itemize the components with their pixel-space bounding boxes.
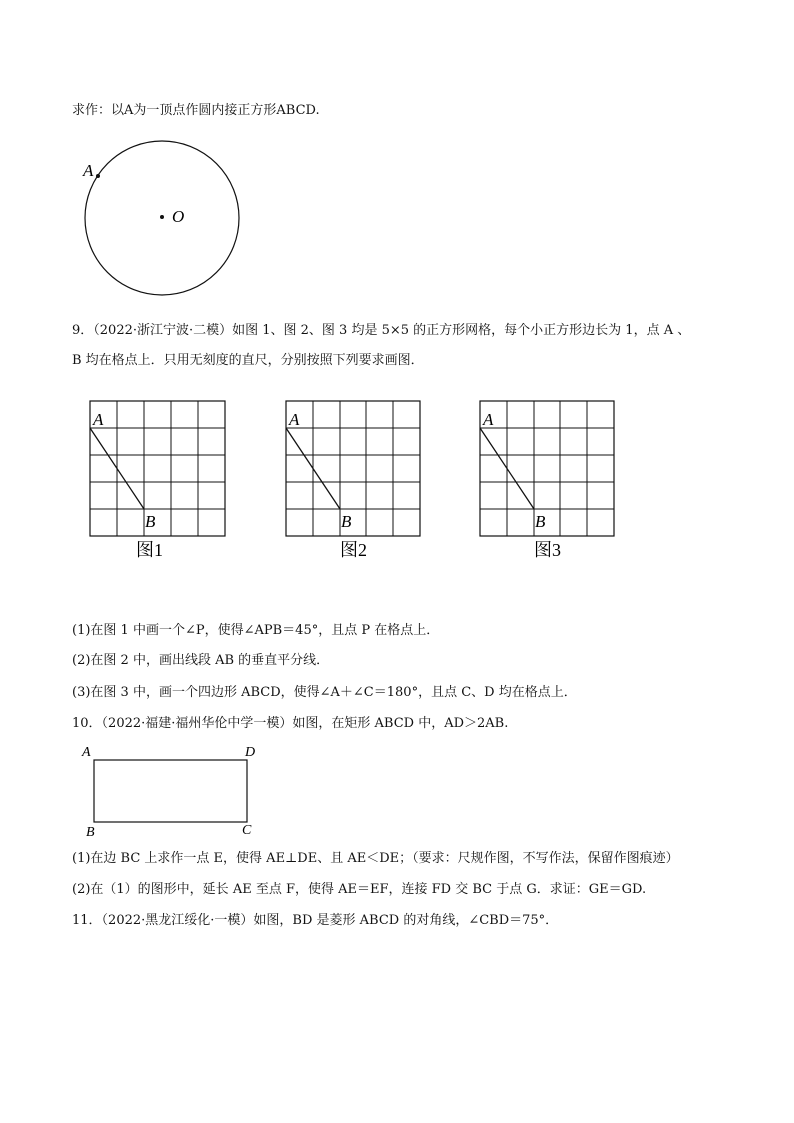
grid-figure-1 xyxy=(90,401,225,536)
q8-task-text: 求作：以A为一顶点作圆内接正方形ABCD. xyxy=(72,103,320,118)
grid2-label-b: B xyxy=(341,512,352,531)
q10-stem: 10．（2022·福建·福州华伦中学一模）如图，在矩形 ABCD 中，AD＞2AB. xyxy=(72,716,509,731)
grid1-label-a: A xyxy=(93,410,104,429)
grid2-label-a: A xyxy=(289,410,300,429)
rect-label-a: A xyxy=(82,745,91,760)
grid3-label-a: A xyxy=(483,410,494,429)
rect-label-b: B xyxy=(86,825,95,840)
rect-label-c: C xyxy=(242,823,252,838)
point-a xyxy=(96,174,100,178)
rectangle-abcd xyxy=(94,760,247,822)
grid-figure-2 xyxy=(286,401,420,536)
label-o: O xyxy=(172,207,185,226)
rect-label-d: D xyxy=(245,745,256,760)
label-a: A xyxy=(83,161,94,180)
grid-figure-3 xyxy=(480,401,614,536)
q10-part1: (1)在边 BC 上求作一点 E，使得 AE⊥DE、且 AE＜DE；（要求：尺规作图，不写作法，保留作图痕迹） xyxy=(72,851,679,866)
q9-stem-line2: B 均在格点上．只用无刻度的直尺，分别按照下列要求画图． xyxy=(72,353,424,368)
rectangle-figure xyxy=(81,745,255,840)
circle-figure xyxy=(82,141,239,295)
caption-fig1: 图1 xyxy=(136,540,163,560)
q9-stem-line1: 9．（2022·浙江宁波·二模）如图 1、图 2、图 3 均是 5×5 的正方形网格，每个小正方形边长为 1，点 A 、 xyxy=(72,323,691,338)
caption-fig2: 图2 xyxy=(340,540,367,560)
q9-part2: (2)在图 2 中，画出线段 AB 的垂直平分线． xyxy=(72,653,330,668)
point-o xyxy=(160,215,164,219)
caption-fig3: 图3 xyxy=(534,540,561,560)
q11-stem: 11．（2022·黑龙江绥化·一模）如图，BD 是菱形 ABCD 的对角线，∠CBD＝75°． xyxy=(72,913,559,928)
grid1-label-b: B xyxy=(145,512,156,531)
q10-part2: (2)在（1）的图形中，延长 AE 至点 F，使得 AE＝EF，连接 FD 交 BC 于点 G．求证：GE＝GD. xyxy=(72,882,647,897)
grid3-label-b: B xyxy=(535,512,546,531)
q9-part3: (3)在图 3 中，画一个四边形 ABCD，使得∠A＋∠C＝180°，且点 C、D 均在格点上． xyxy=(72,685,577,700)
q9-part1: (1)在图 1 中画一个∠P，使得∠APB＝45°，且点 P 在格点上． xyxy=(72,623,440,638)
